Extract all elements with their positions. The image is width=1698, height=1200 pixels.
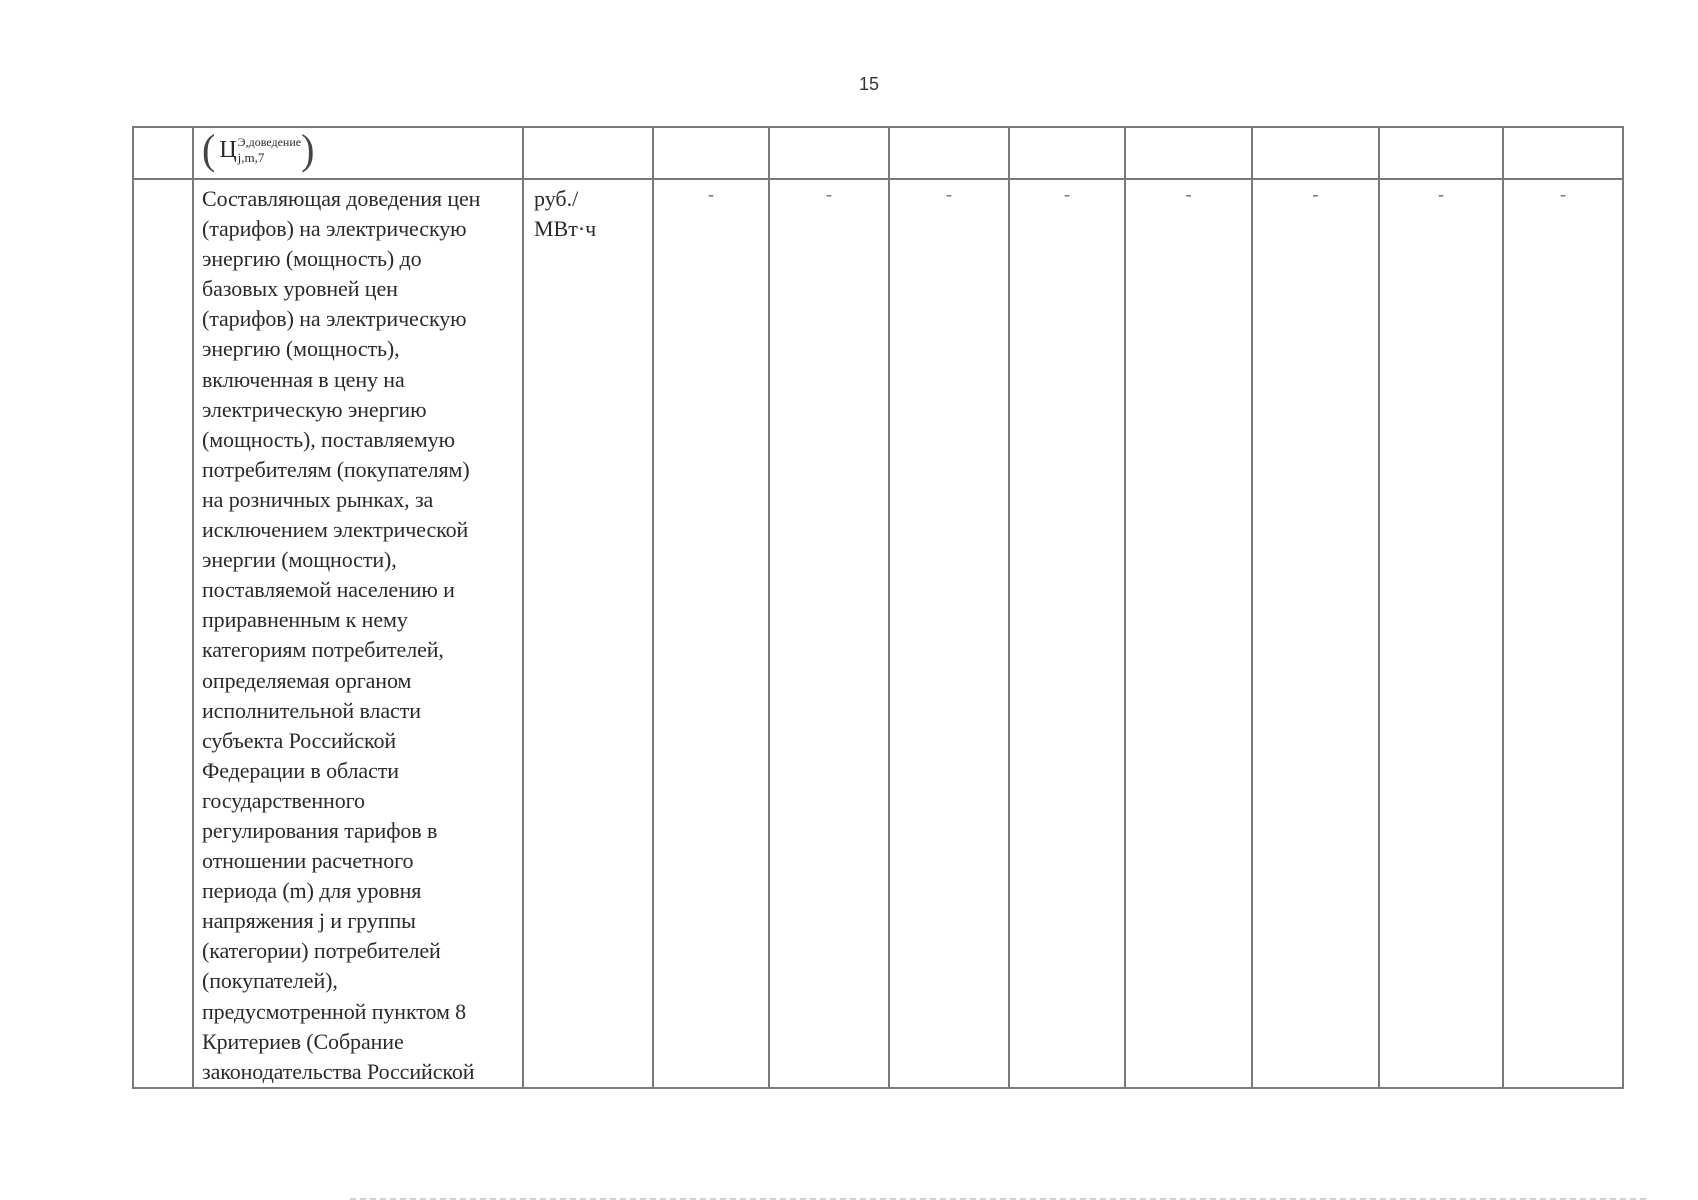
value-dash: - bbox=[946, 184, 952, 204]
description-line: исключением электрической bbox=[202, 517, 469, 543]
price-formula: ( Ц Э,доведение j,m,7 ) bbox=[202, 125, 315, 174]
description-line: приравненным к нему bbox=[202, 607, 408, 633]
value-cell-empty bbox=[769, 127, 889, 179]
value-cell bbox=[653, 179, 769, 1088]
unit-line: МВт·ч bbox=[534, 216, 597, 241]
index-cell bbox=[133, 127, 193, 179]
value-cell-empty bbox=[1009, 127, 1125, 179]
description-line: (тарифов) на электрическую bbox=[202, 306, 467, 332]
value-dash: - bbox=[1560, 184, 1566, 204]
description-line: (категории) потребителей bbox=[202, 938, 441, 964]
value-cell bbox=[1252, 179, 1379, 1088]
description-line: законодательства Российской bbox=[202, 1058, 475, 1084]
description-line: (тарифов) на электрическую bbox=[202, 216, 467, 242]
value-cell bbox=[1125, 179, 1252, 1088]
value-cell-empty bbox=[1252, 127, 1379, 179]
description-line: Критериев (Собрание bbox=[202, 1028, 404, 1054]
description-line: исполнительной власти bbox=[202, 697, 421, 723]
value-cell bbox=[1379, 179, 1503, 1088]
value-dash: - bbox=[1064, 184, 1070, 204]
description-line: электрическую энергию bbox=[202, 396, 427, 422]
description-line: субъекта Российской bbox=[202, 727, 397, 753]
value-cell-empty bbox=[889, 127, 1009, 179]
description-line: Федерации в области bbox=[202, 757, 399, 783]
value-cell bbox=[769, 179, 889, 1088]
value-dash: - bbox=[1185, 184, 1192, 204]
formula-subscript: j,m,7 bbox=[237, 149, 265, 165]
tariff-table bbox=[132, 126, 1624, 1089]
formula-cell bbox=[193, 127, 523, 179]
value-cell-empty bbox=[1503, 127, 1623, 179]
description-cell bbox=[193, 179, 523, 1088]
description-line: отношении расчетного bbox=[202, 848, 414, 874]
description-line: на розничных рынках, за bbox=[202, 486, 434, 512]
description-line: энергию (мощность) до bbox=[202, 246, 422, 272]
description-line: напряжения j и группы bbox=[202, 908, 416, 934]
description-line: категориям потребителей, bbox=[202, 637, 444, 663]
description-line: поставляемой населению и bbox=[202, 577, 455, 603]
description-line: (покупателей), bbox=[202, 968, 338, 994]
value-cell bbox=[889, 179, 1009, 1088]
description-line: регулирования тарифов в bbox=[202, 817, 438, 843]
formula-superscript: Э,доведение bbox=[237, 134, 302, 149]
description-line: государственного bbox=[202, 787, 365, 813]
description-line: энергии (мощности), bbox=[202, 547, 397, 573]
description-line: Составляющая доведения цен bbox=[202, 186, 481, 211]
value-cell bbox=[1009, 179, 1125, 1088]
value-cell-empty bbox=[653, 127, 769, 179]
description-line: включенная в цену на bbox=[202, 366, 405, 392]
value-cell-empty bbox=[1125, 127, 1252, 179]
value-dash: - bbox=[1312, 184, 1319, 204]
description-line: энергию (мощность), bbox=[202, 336, 400, 362]
value-dash: - bbox=[708, 184, 714, 204]
description-line: базовых уровней цен bbox=[202, 276, 398, 302]
description-line: предусмотренной пунктом 8 bbox=[202, 998, 467, 1024]
description-line: определяемая органом bbox=[202, 667, 412, 693]
value-cell-empty bbox=[1379, 127, 1503, 179]
value-cell bbox=[1503, 179, 1623, 1088]
table-row-formula bbox=[133, 127, 1623, 179]
description-line: потребителям (покупателям) bbox=[202, 456, 470, 482]
index-cell bbox=[133, 179, 193, 1088]
table-row-main bbox=[133, 179, 1623, 1088]
formula-base: Ц bbox=[219, 137, 237, 163]
unit-cell bbox=[523, 179, 653, 1088]
unit-line: руб./ bbox=[534, 186, 579, 211]
description-line: (мощность), поставляемую bbox=[202, 426, 455, 452]
value-dash: - bbox=[826, 184, 832, 204]
page-number: 15 bbox=[858, 74, 880, 94]
description-line: периода (m) для уровня bbox=[202, 878, 422, 904]
value-dash: - bbox=[1438, 184, 1444, 204]
unit-cell-empty bbox=[523, 127, 653, 179]
